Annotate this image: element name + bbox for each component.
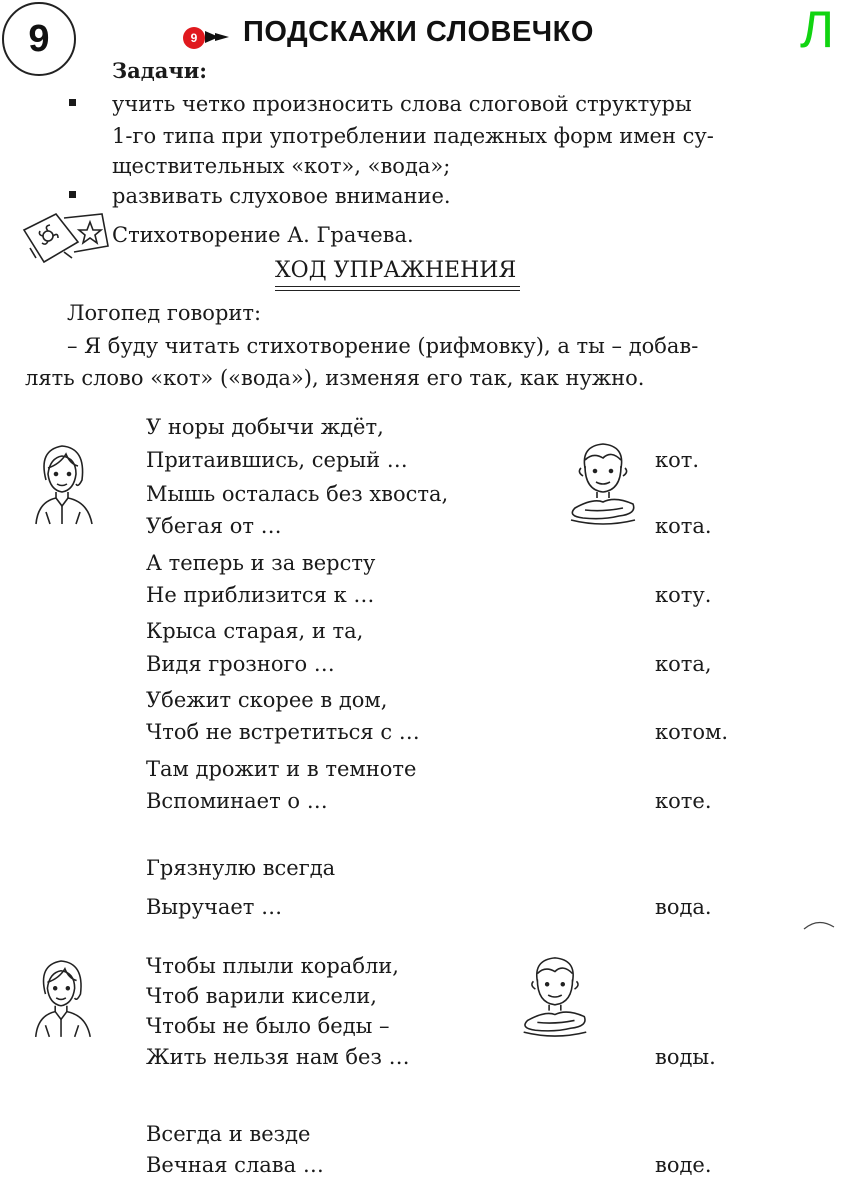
- boy-figure-icon: [563, 438, 639, 528]
- verse-line: Чтобы плыли корабли,: [146, 954, 399, 978]
- verse-line: Выручает …: [146, 895, 283, 919]
- girl-figure-icon: [26, 440, 100, 526]
- exercise-number: 9: [190, 31, 198, 45]
- page-number-circle: [2, 2, 76, 76]
- verse-line: Не приблизится к …: [146, 583, 375, 607]
- exercise-number-badge: [183, 27, 205, 49]
- page-number: 9: [28, 17, 50, 60]
- bullet-icon: [69, 191, 76, 198]
- answer-word: кота,: [655, 652, 712, 676]
- verse-line: А теперь и за версту: [146, 551, 376, 575]
- verse-line: У норы добычи ждёт,: [146, 415, 384, 439]
- verse-line: Видя грозного …: [146, 652, 335, 676]
- material-text: Стихотворение А. Грачева.: [112, 223, 414, 247]
- verse-line: Крыса старая, и та,: [146, 619, 364, 643]
- verse-line: Там дрожит и в темноте: [146, 757, 417, 781]
- answer-word: воды.: [655, 1045, 716, 1069]
- answer-word: кот.: [655, 448, 700, 472]
- verse-line: Убегая от …: [146, 514, 282, 538]
- answer-word: котом.: [655, 720, 729, 744]
- answer-word: кота.: [655, 514, 712, 538]
- title-underline: [275, 286, 520, 287]
- verse-line: Притаившись, серый …: [146, 448, 408, 472]
- section-title: ХОД УПРАЖНЕНИЯ: [275, 258, 517, 283]
- verse-line: Вечная слава …: [146, 1153, 324, 1177]
- verse-line: Вспоминает о …: [146, 789, 328, 813]
- girl-figure-icon: [26, 955, 98, 1039]
- corner-mark: Л: [800, 1, 835, 59]
- intro-line-2: лять слово «кот» («вода»), изменяя его так, как нужно.: [25, 366, 645, 390]
- boy-figure-icon: [515, 952, 591, 1040]
- task-1-line-1: учить четко произносить слова слоговой структуры: [112, 92, 692, 116]
- verse-line: Чтоб варили кисели,: [146, 984, 377, 1008]
- task-1-line-3: ществительных «кот», «вода»;: [112, 154, 451, 178]
- answer-word: воде.: [655, 1153, 712, 1177]
- answer-word: коте.: [655, 789, 712, 813]
- title-underline: [275, 290, 520, 291]
- picture-cards-icon: [20, 208, 112, 268]
- page-edge-mark: [800, 915, 840, 931]
- answer-word: вода.: [655, 895, 712, 919]
- bullet-icon: [69, 99, 76, 106]
- verse-line: Убежит скорее в дом,: [146, 688, 388, 712]
- task-2: развивать слуховое внимание.: [112, 184, 451, 208]
- verse-line: Жить нельзя нам без …: [146, 1045, 410, 1069]
- intro-line-1: – Я буду читать стихотворение (рифмовку), а ты – добав-: [67, 334, 699, 358]
- arrow-icon: [203, 25, 231, 49]
- speaker-line: Логопед говорит:: [67, 301, 262, 325]
- verse-line: Чтобы не было беды –: [146, 1014, 390, 1038]
- verse-line: Мышь осталась без хвоста,: [146, 482, 449, 506]
- verse-line: Грязнулю всегда: [146, 856, 336, 880]
- tasks-label: Задачи:: [112, 58, 208, 83]
- verse-line: Всегда и везде: [146, 1122, 311, 1146]
- answer-word: коту.: [655, 583, 712, 607]
- task-1-line-2: 1-го типа при употреблении падежных форм имен су-: [112, 124, 714, 148]
- verse-line: Чтоб не встретиться с …: [146, 720, 420, 744]
- exercise-title: ПОДСКАЖИ СЛОВЕЧКО: [243, 16, 594, 48]
